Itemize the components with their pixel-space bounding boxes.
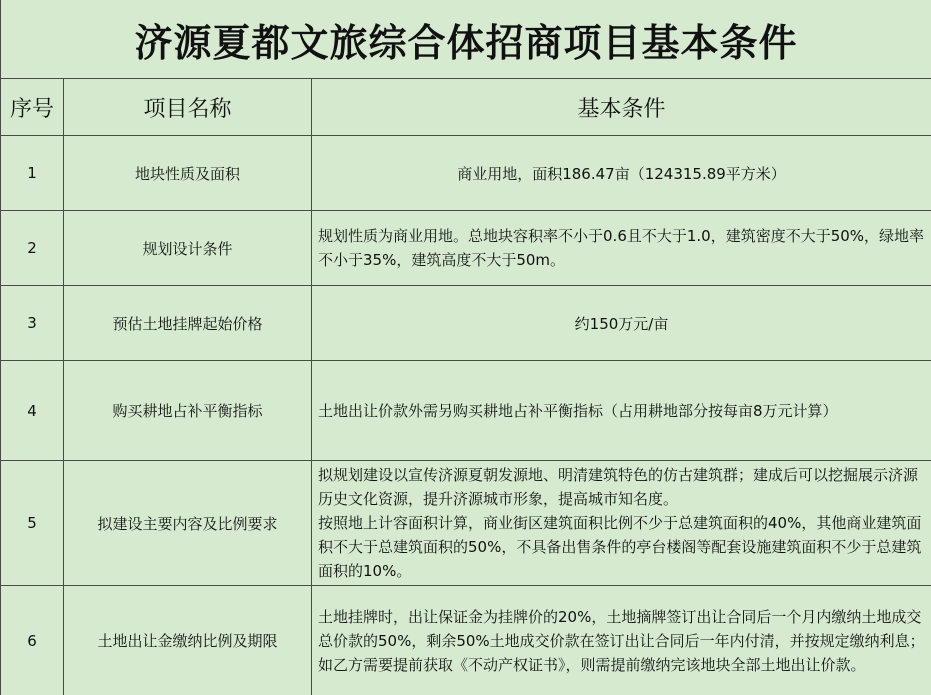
- condition-text: 约150万元/亩: [574, 314, 669, 333]
- table-row: [1, 286, 931, 361]
- table-row: [1, 586, 931, 695]
- row-name[interactable]: 购买耕地占补平衡指标: [64, 361, 312, 461]
- row-index[interactable]: 5: [1, 461, 64, 586]
- row-index[interactable]: 1: [1, 136, 64, 211]
- page-title[interactable]: 济源夏都文旅综合体招商项目基本条件: [1, 0, 931, 79]
- table-row: [1, 361, 931, 461]
- condition-text: 土地挂牌时，出让保证金为挂牌价的20%，土地摘牌签订出让合同后一个月内缴纳土地成交总价款的50%，剩余50%土地成交价款在签订出让合同后一年内付清，并按规定缴纳利息；如乙方需要提前获取《不动产权证书》，则需提前缴纳完该地块全部土地出让价款。: [318, 607, 925, 674]
- row-name[interactable]: 土地出让金缴纳比例及期限: [64, 586, 312, 695]
- row-name[interactable]: 地块性质及面积: [64, 136, 312, 211]
- header-row: [1, 79, 931, 136]
- table-row: [1, 461, 931, 586]
- row-index[interactable]: 4: [1, 361, 64, 461]
- condition-text: 土地出让价款外需另购买耕地占补平衡指标（占用耕地部分按每亩8万元计算）: [318, 401, 838, 420]
- condition-text: 按照地上计容面积计算，商业街区建筑面积比例不少于总建筑面积的40%，其他商业建筑面积不大于总建筑面积的50%，不具备出售条件的亭台楼阁等配套设施建筑面积不少于总建筑面积的10%。: [318, 514, 922, 580]
- condition-text: 商业用地，面积186.47亩（124315.89平方米）: [457, 164, 786, 183]
- row-conditions[interactable]: [312, 136, 931, 211]
- row-conditions[interactable]: [312, 461, 931, 586]
- row-name[interactable]: 预估土地挂牌起始价格: [64, 286, 312, 361]
- condition-text: 规划性质为商业用地。总地块容积率不小于0.6且不大于1.0，建筑密度不大于50%，绿地率不小于35%，建筑高度不大于50m。: [318, 227, 925, 269]
- row-name[interactable]: 规划设计条件: [64, 211, 312, 286]
- header-name[interactable]: 项目名称: [64, 79, 312, 136]
- row-index[interactable]: 6: [1, 586, 64, 695]
- title-row: [1, 0, 931, 79]
- row-conditions[interactable]: [312, 211, 931, 286]
- row-name[interactable]: 拟建设主要内容及比例要求: [64, 461, 312, 586]
- header-index[interactable]: 序号: [1, 79, 64, 136]
- table-row: [1, 136, 931, 211]
- row-conditions[interactable]: [312, 286, 931, 361]
- row-index[interactable]: 3: [1, 286, 64, 361]
- row-index[interactable]: 2: [1, 211, 64, 286]
- condition-text: 拟规划建设以宣传济源夏朝发源地、明清建筑特色的仿古建筑群；建成后可以挖掘展示济源历史文化资源，提升济源城市形象，提高城市知名度。: [318, 466, 919, 508]
- row-conditions[interactable]: [312, 361, 931, 461]
- header-conditions[interactable]: 基本条件: [312, 79, 931, 136]
- table-row: [1, 211, 931, 286]
- row-conditions[interactable]: [312, 586, 931, 695]
